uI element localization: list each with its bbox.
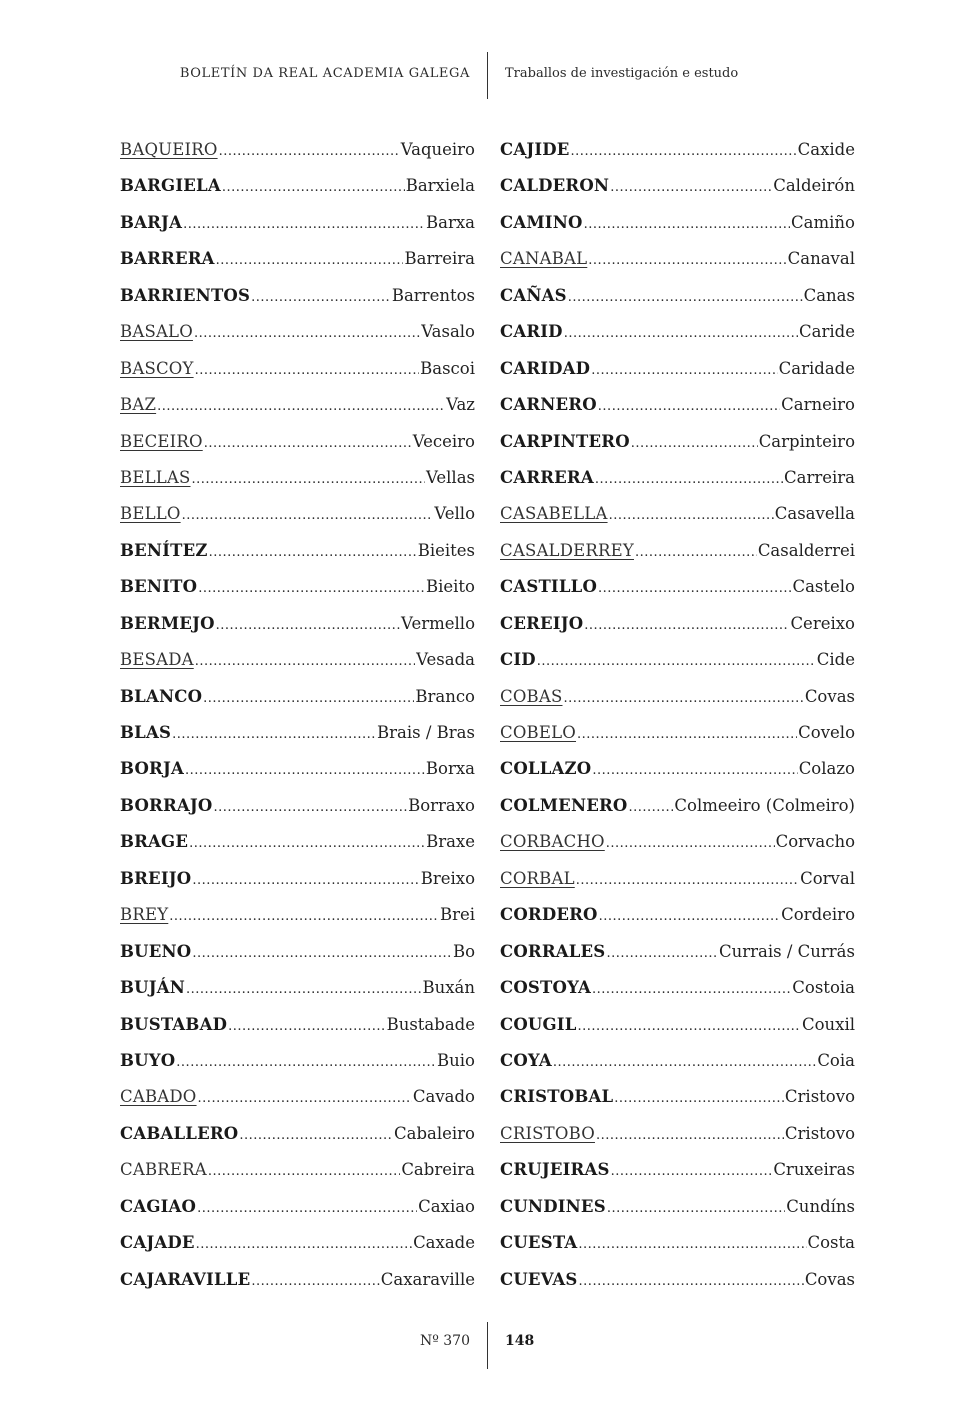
spanish-surname: CASABELLA xyxy=(500,504,608,524)
surname-entry xyxy=(500,942,855,978)
surname-entry xyxy=(500,759,855,795)
dot-leader xyxy=(614,1087,784,1106)
dot-leader xyxy=(169,905,439,924)
surname-entry xyxy=(500,832,855,868)
galician-form: Carneiro xyxy=(781,395,855,415)
surname-entry xyxy=(120,432,475,468)
spanish-surname: CARID xyxy=(500,322,563,342)
surname-entry xyxy=(500,1270,855,1306)
galician-form: Cabaleiro xyxy=(393,1123,475,1143)
dot-leader xyxy=(251,286,391,305)
surname-entry xyxy=(120,1233,475,1269)
galician-form: Bascoi xyxy=(420,358,475,378)
spanish-surname: BREIJO xyxy=(120,868,192,888)
dot-leader xyxy=(209,541,417,560)
galician-form: Cundíns xyxy=(786,1196,855,1216)
dot-leader xyxy=(571,140,797,159)
galician-form: Covelo xyxy=(798,723,855,742)
galician-form: Breixo xyxy=(420,868,475,888)
spanish-surname: BORJA xyxy=(120,759,184,779)
spanish-surname: COBAS xyxy=(500,686,563,706)
spanish-surname: COLMENERO xyxy=(500,795,628,815)
spanish-surname: BUJÁN xyxy=(120,978,186,998)
dot-leader xyxy=(598,577,791,596)
left-column xyxy=(120,140,475,1306)
surname-entry xyxy=(500,322,855,358)
dot-leader xyxy=(197,1197,417,1216)
galician-form: Caride xyxy=(799,322,855,342)
dot-leader xyxy=(198,577,425,596)
header-divider xyxy=(487,52,488,99)
surname-entry xyxy=(500,577,855,613)
dot-leader xyxy=(591,359,777,378)
spanish-surname: CAJIDE xyxy=(500,140,570,159)
dot-leader xyxy=(577,723,797,742)
galician-form: Castelo xyxy=(792,577,855,597)
dot-leader xyxy=(216,249,404,268)
galician-form: Covas xyxy=(804,1269,855,1289)
surname-entry xyxy=(120,249,475,285)
galician-form: Vermello xyxy=(401,613,475,633)
surname-entry xyxy=(120,759,475,795)
galician-form: Barreira xyxy=(404,249,475,269)
surname-entry xyxy=(500,614,855,650)
surname-entry xyxy=(500,1160,855,1196)
spanish-surname: CABRERA xyxy=(120,1160,207,1180)
surname-entry xyxy=(120,468,475,504)
surname-entry xyxy=(120,687,475,723)
galician-form: Costoia xyxy=(792,978,855,998)
spanish-surname: BUENO xyxy=(120,941,192,961)
surname-entry xyxy=(120,1015,475,1051)
right-column xyxy=(500,140,855,1306)
spanish-surname: BESADA xyxy=(120,650,194,670)
dot-leader xyxy=(596,1124,784,1143)
galician-form: Caxide xyxy=(797,140,855,159)
galician-form: Camiño xyxy=(791,212,855,232)
galician-form: Brais / Bras xyxy=(377,723,475,742)
dot-leader xyxy=(204,432,412,451)
spanish-surname: BREY xyxy=(120,905,169,925)
spanish-surname: CAGIAO xyxy=(120,1196,197,1216)
dot-leader xyxy=(195,650,415,669)
surname-entry xyxy=(500,1233,855,1269)
spanish-surname: CUEVAS xyxy=(500,1269,578,1289)
spanish-surname: BARJA xyxy=(120,212,183,232)
galician-form: Coia xyxy=(817,1050,855,1070)
surname-entry xyxy=(120,942,475,978)
galician-form: Costa xyxy=(807,1233,855,1253)
galician-form: Braxe xyxy=(426,832,475,852)
dot-leader xyxy=(564,322,798,341)
galician-form: Bo xyxy=(452,941,475,961)
surname-entry xyxy=(500,140,855,176)
spanish-surname: CABALLERO xyxy=(120,1123,239,1143)
galician-form: Caxaraville xyxy=(380,1269,475,1289)
galician-form: Vaqueiro xyxy=(400,140,475,159)
dot-leader xyxy=(588,249,786,268)
surname-entry xyxy=(120,322,475,358)
spanish-surname: BARGIELA xyxy=(120,176,221,196)
dot-leader xyxy=(203,687,414,706)
galician-form: Barxa xyxy=(426,212,475,232)
surname-entry xyxy=(120,796,475,832)
spanish-surname: BASCOY xyxy=(120,358,194,378)
surname-entry xyxy=(120,213,475,249)
galician-form: Bieito xyxy=(425,577,475,597)
galician-form: Caxade xyxy=(413,1233,475,1253)
surname-entry xyxy=(500,905,855,941)
surname-entry xyxy=(500,1087,855,1123)
dot-leader xyxy=(198,1087,412,1106)
surname-entry xyxy=(120,1270,475,1306)
galician-form: Cide xyxy=(816,650,855,670)
galician-form: Caridade xyxy=(778,358,855,378)
spanish-surname: CORBACHO xyxy=(500,832,605,852)
spanish-surname: BASALO xyxy=(120,322,193,342)
surname-entry xyxy=(500,286,855,322)
surname-entry xyxy=(120,614,475,650)
dot-leader xyxy=(195,359,420,378)
galician-form: Cordeiro xyxy=(781,905,855,925)
galician-form: Colmeeiro (Colmeiro) xyxy=(674,795,855,815)
galician-form: Bieites xyxy=(417,540,475,560)
galician-form: Caldeirón xyxy=(773,176,855,196)
dot-leader xyxy=(564,687,804,706)
galician-form: Currais / Currás xyxy=(719,941,855,961)
surname-entry xyxy=(120,359,475,395)
surname-entry xyxy=(500,359,855,395)
surname-entry xyxy=(120,1051,475,1087)
dot-leader xyxy=(183,213,425,232)
surname-entry xyxy=(120,723,475,759)
galician-form: Branco xyxy=(415,686,475,706)
dot-leader xyxy=(584,614,789,633)
surname-entry xyxy=(500,1124,855,1160)
galician-form: Corvacho xyxy=(775,832,855,852)
surname-entry xyxy=(500,1015,855,1051)
spanish-surname: COUGIL xyxy=(500,1014,577,1034)
dot-leader xyxy=(189,832,425,851)
surname-entry xyxy=(120,577,475,613)
dot-leader xyxy=(192,942,452,961)
surname-entry xyxy=(500,1197,855,1233)
dot-leader xyxy=(537,650,816,669)
dot-leader xyxy=(182,504,434,523)
dot-leader xyxy=(610,176,772,195)
spanish-surname: CABADO xyxy=(120,1087,197,1107)
galician-form: Covas xyxy=(804,686,855,706)
surname-entry xyxy=(500,1051,855,1087)
galician-form: Carreira xyxy=(783,467,855,487)
dot-leader xyxy=(607,1197,785,1216)
dot-leader xyxy=(176,1051,436,1070)
dot-leader xyxy=(208,1160,400,1179)
journal-title: BOLETÍN DA REAL ACADEMIA GALEGA xyxy=(179,66,470,81)
galician-form: Buio xyxy=(437,1050,475,1070)
dot-leader xyxy=(606,942,718,961)
spanish-surname: BLANCO xyxy=(120,686,203,706)
surname-entry xyxy=(120,504,475,540)
footer-divider xyxy=(487,1322,488,1369)
dot-leader xyxy=(568,286,803,305)
spanish-surname: CAÑAS xyxy=(500,285,567,305)
spanish-surname: CAMINO xyxy=(500,212,583,232)
surname-entry xyxy=(500,687,855,723)
spanish-surname: BAQUEIRO xyxy=(120,140,218,159)
spanish-surname: BENITO xyxy=(120,577,198,597)
dot-leader xyxy=(216,614,400,633)
surname-entry xyxy=(120,1087,475,1123)
spanish-surname: BELLO xyxy=(120,504,181,524)
galician-form: Buxán xyxy=(422,978,475,998)
galician-form: Barxiela xyxy=(405,176,475,196)
galician-form: Vaz xyxy=(446,395,475,415)
dot-leader xyxy=(631,432,758,451)
surname-entry xyxy=(500,395,855,431)
surname-entry xyxy=(120,541,475,577)
galician-form: Cristovo xyxy=(784,1087,855,1107)
spanish-surname: BORRAJO xyxy=(120,795,213,815)
spanish-surname: COBELO xyxy=(500,723,577,742)
surname-entry xyxy=(500,796,855,832)
dot-leader xyxy=(192,468,425,487)
spanish-surname: BAZ xyxy=(120,395,157,415)
galician-form: Vello xyxy=(434,504,475,524)
spanish-surname: BRAGE xyxy=(120,832,189,852)
surname-entry xyxy=(120,905,475,941)
spanish-surname: BUYO xyxy=(120,1050,176,1070)
surname-entry xyxy=(500,468,855,504)
surname-entry xyxy=(500,213,855,249)
spanish-surname: BARRERA xyxy=(120,249,215,269)
spanish-surname: CUNDINES xyxy=(500,1196,606,1216)
galician-form: Canaval xyxy=(787,249,855,269)
spanish-surname: BARRIENTOS xyxy=(120,285,251,305)
spanish-surname: CUESTA xyxy=(500,1233,578,1253)
dot-leader xyxy=(239,1124,393,1143)
surname-entry xyxy=(120,140,475,176)
surname-entry xyxy=(120,395,475,431)
dot-leader xyxy=(592,978,791,997)
dot-leader xyxy=(172,723,376,742)
spanish-surname: CALDERON xyxy=(500,176,610,196)
surname-entry xyxy=(120,832,475,868)
surname-entry xyxy=(120,176,475,212)
surname-entry xyxy=(500,504,855,540)
spanish-surname: CRUJEIRAS xyxy=(500,1160,610,1180)
surname-entry xyxy=(120,1160,475,1196)
spanish-surname: CORDERO xyxy=(500,905,598,925)
dot-leader xyxy=(629,796,674,815)
dot-leader xyxy=(185,759,425,778)
spanish-surname: CARIDAD xyxy=(500,358,591,378)
section-title: Traballos de investigación e estudo xyxy=(505,66,739,81)
dot-leader xyxy=(579,1270,804,1289)
dot-leader xyxy=(194,322,420,341)
surname-entry xyxy=(500,176,855,212)
spanish-surname: BERMEJO xyxy=(120,613,215,633)
spanish-surname: CARPINTERO xyxy=(500,431,630,451)
galician-form: Borxa xyxy=(425,759,475,779)
dot-leader xyxy=(598,395,780,414)
dot-leader xyxy=(584,213,790,232)
dot-leader xyxy=(606,832,775,851)
spanish-surname: BENÍTEZ xyxy=(120,540,208,560)
dot-leader xyxy=(222,176,405,195)
spanish-surname: CEREIJO xyxy=(500,613,584,633)
spanish-surname: BUSTABAD xyxy=(120,1014,228,1034)
spanish-surname: CARRERA xyxy=(500,467,594,487)
dot-leader xyxy=(576,869,799,888)
spanish-surname: CAJADE xyxy=(120,1233,195,1253)
spanish-surname: CID xyxy=(500,650,536,670)
page-number: 148 xyxy=(505,1333,535,1349)
surname-entry xyxy=(120,1124,475,1160)
dot-leader xyxy=(609,504,774,523)
galician-form: Casalderrei xyxy=(757,540,855,560)
dot-leader xyxy=(196,1233,412,1252)
surname-entry xyxy=(120,869,475,905)
dot-leader xyxy=(251,1270,379,1289)
surname-entry xyxy=(500,869,855,905)
galician-form: Vasalo xyxy=(421,322,475,342)
galician-form: Carpinteiro xyxy=(758,431,855,451)
galician-form: Canas xyxy=(803,285,855,305)
dot-leader xyxy=(599,905,781,924)
dot-leader xyxy=(192,869,419,888)
spanish-surname: COYA xyxy=(500,1050,552,1070)
surname-entry xyxy=(120,1197,475,1233)
surname-entry xyxy=(500,249,855,285)
galician-form: Cabreira xyxy=(401,1160,475,1180)
spanish-surname: CORRALES xyxy=(500,941,606,961)
dot-leader xyxy=(592,759,797,778)
spanish-surname: CASTILLO xyxy=(500,577,598,597)
spanish-surname: CASALDERREY xyxy=(500,540,634,560)
spanish-surname: CRISTOBO xyxy=(500,1123,595,1143)
dot-leader xyxy=(578,1015,801,1034)
dot-leader xyxy=(611,1160,773,1179)
spanish-surname: BLAS xyxy=(120,723,172,742)
galician-form: Cavado xyxy=(412,1087,475,1107)
dot-leader xyxy=(186,978,421,997)
galician-form: Casavella xyxy=(774,504,855,524)
issue-number: Nº 370 xyxy=(419,1333,470,1349)
spanish-surname: BECEIRO xyxy=(120,431,203,451)
spanish-surname: BELLAS xyxy=(120,467,191,487)
surname-entry xyxy=(120,978,475,1014)
galician-form: Vesada xyxy=(416,650,475,670)
dot-leader xyxy=(228,1015,385,1034)
galician-form: Corval xyxy=(800,868,855,888)
surname-entry xyxy=(120,286,475,322)
dot-leader xyxy=(595,468,783,487)
galician-form: Cereixo xyxy=(790,613,855,633)
dot-leader xyxy=(578,1233,806,1252)
galician-form: Couxil xyxy=(801,1014,855,1034)
surname-entry xyxy=(500,723,855,759)
surname-entry xyxy=(500,978,855,1014)
dot-leader xyxy=(157,395,445,414)
spanish-surname: CARNERO xyxy=(500,395,597,415)
galician-form: Barrentos xyxy=(391,285,475,305)
galician-form: Cristovo xyxy=(784,1123,855,1143)
spanish-surname: CRISTOBAL xyxy=(500,1087,614,1107)
spanish-surname: CANABAL xyxy=(500,249,588,269)
galician-form: Vellas xyxy=(425,467,475,487)
dot-leader xyxy=(553,1051,816,1070)
dot-leader xyxy=(219,140,400,159)
galician-form: Caxiao xyxy=(418,1196,475,1216)
surname-entry xyxy=(500,650,855,686)
surname-entry xyxy=(120,650,475,686)
galician-form: Borraxo xyxy=(408,795,475,815)
galician-form: Colazo xyxy=(798,759,855,779)
galician-form: Brei xyxy=(439,905,475,925)
galician-form: Veceiro xyxy=(412,431,475,451)
surname-entry xyxy=(500,541,855,577)
dot-leader xyxy=(635,541,757,560)
dot-leader xyxy=(213,796,407,815)
galician-form: Bustabade xyxy=(386,1014,475,1034)
spanish-surname: COLLAZO xyxy=(500,759,592,779)
spanish-surname: COSTOYA xyxy=(500,978,591,998)
galician-form: Cruxeiras xyxy=(773,1160,855,1180)
surname-entry xyxy=(500,432,855,468)
spanish-surname: CORBAL xyxy=(500,868,575,888)
spanish-surname: CAJARAVILLE xyxy=(120,1269,251,1289)
